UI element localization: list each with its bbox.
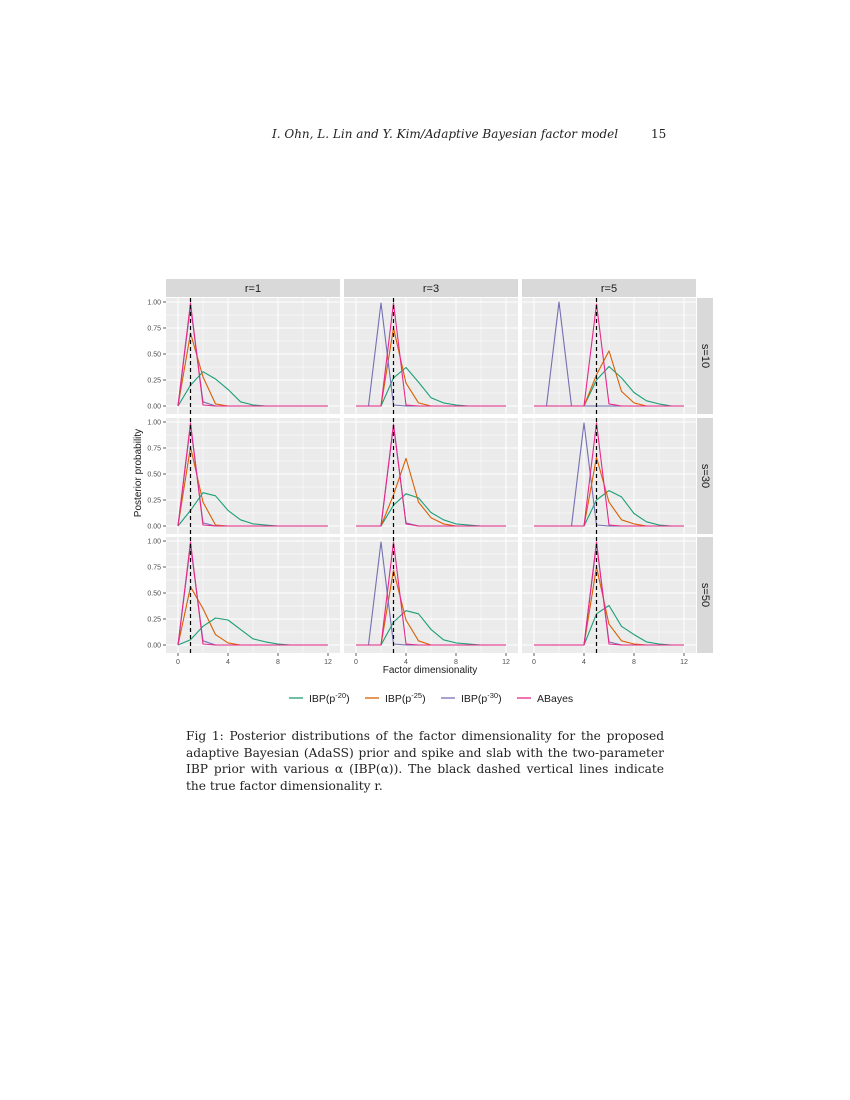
x-tick-label: 12 xyxy=(680,659,688,666)
y-tick-label: 0.25 xyxy=(147,377,161,385)
y-tick-label: 0.25 xyxy=(147,497,161,505)
x-tick-label: 0 xyxy=(354,659,358,666)
page-number: 15 xyxy=(651,127,667,141)
y-tick-label: 1.00 xyxy=(147,419,161,427)
x-tick-label: 8 xyxy=(632,659,636,666)
legend-label: $IBP(p^{-20})$ xyxy=(309,691,350,705)
y-tick-label: 0.50 xyxy=(147,351,161,359)
facet-col-label: r=5 xyxy=(600,283,618,295)
legend-label: $IBP(p^{-30})$ xyxy=(461,691,502,705)
x-tick-label: 8 xyxy=(454,659,458,666)
facet-col-label: r=3 xyxy=(422,283,440,295)
y-tick-label: 1.00 xyxy=(147,299,161,307)
legend-label: $IBP(p^{-25})$ xyxy=(385,691,426,705)
y-tick-label: 0.75 xyxy=(147,445,161,453)
x-tick-label: 12 xyxy=(324,659,332,666)
legend-item-ibp25 xyxy=(365,691,426,705)
y-tick-label: 0.75 xyxy=(147,564,161,572)
facet-row-label: s=30 xyxy=(699,463,711,489)
y-tick-label: 0.00 xyxy=(147,523,161,531)
x-tick-label: 4 xyxy=(226,659,230,666)
y-tick-label: 0.50 xyxy=(147,471,161,479)
facet-row-label: s=50 xyxy=(699,582,711,608)
y-tick-label: 1.00 xyxy=(147,538,161,546)
y-tick-label: 0.25 xyxy=(147,616,161,624)
facet-row-label: s=10 xyxy=(699,343,711,369)
x-tick-label: 4 xyxy=(582,659,586,666)
y-tick-label: 0.75 xyxy=(147,325,161,333)
x-tick-label: 0 xyxy=(532,659,536,666)
facet-col-label: r=1 xyxy=(244,283,262,295)
x-tick-label: 4 xyxy=(404,659,408,666)
y-tick-label: 0.00 xyxy=(147,642,161,650)
y-axis-title: Posterior probability xyxy=(133,428,144,518)
x-tick-label: 8 xyxy=(276,659,280,666)
x-tick-label: 0 xyxy=(176,659,180,666)
x-tick-label: 12 xyxy=(502,659,510,666)
legend-item-ibp20 xyxy=(289,691,350,705)
legend-item-abayes xyxy=(517,693,573,705)
legend-item-ibp30 xyxy=(441,691,502,705)
x-axis-title: Factor dimensionality xyxy=(382,665,478,676)
y-tick-label: 0.50 xyxy=(147,590,161,598)
y-tick-label: 0.00 xyxy=(147,403,161,411)
legend-label: ABayes xyxy=(537,693,574,705)
figure-caption: Fig 1: Posterior distributions of the factor dimensionality for the proposed adaptive Bayesian (AdaSS) prior and spike and slab with the two-parameter IBP prior with various α (IBP(α)). The black dashed vertical lines indicate the true factor dimensionality r. xyxy=(186,729,664,793)
running-title: I. Ohn, L. Lin and Y. Kim/Adaptive Bayesian factor model xyxy=(272,127,619,141)
